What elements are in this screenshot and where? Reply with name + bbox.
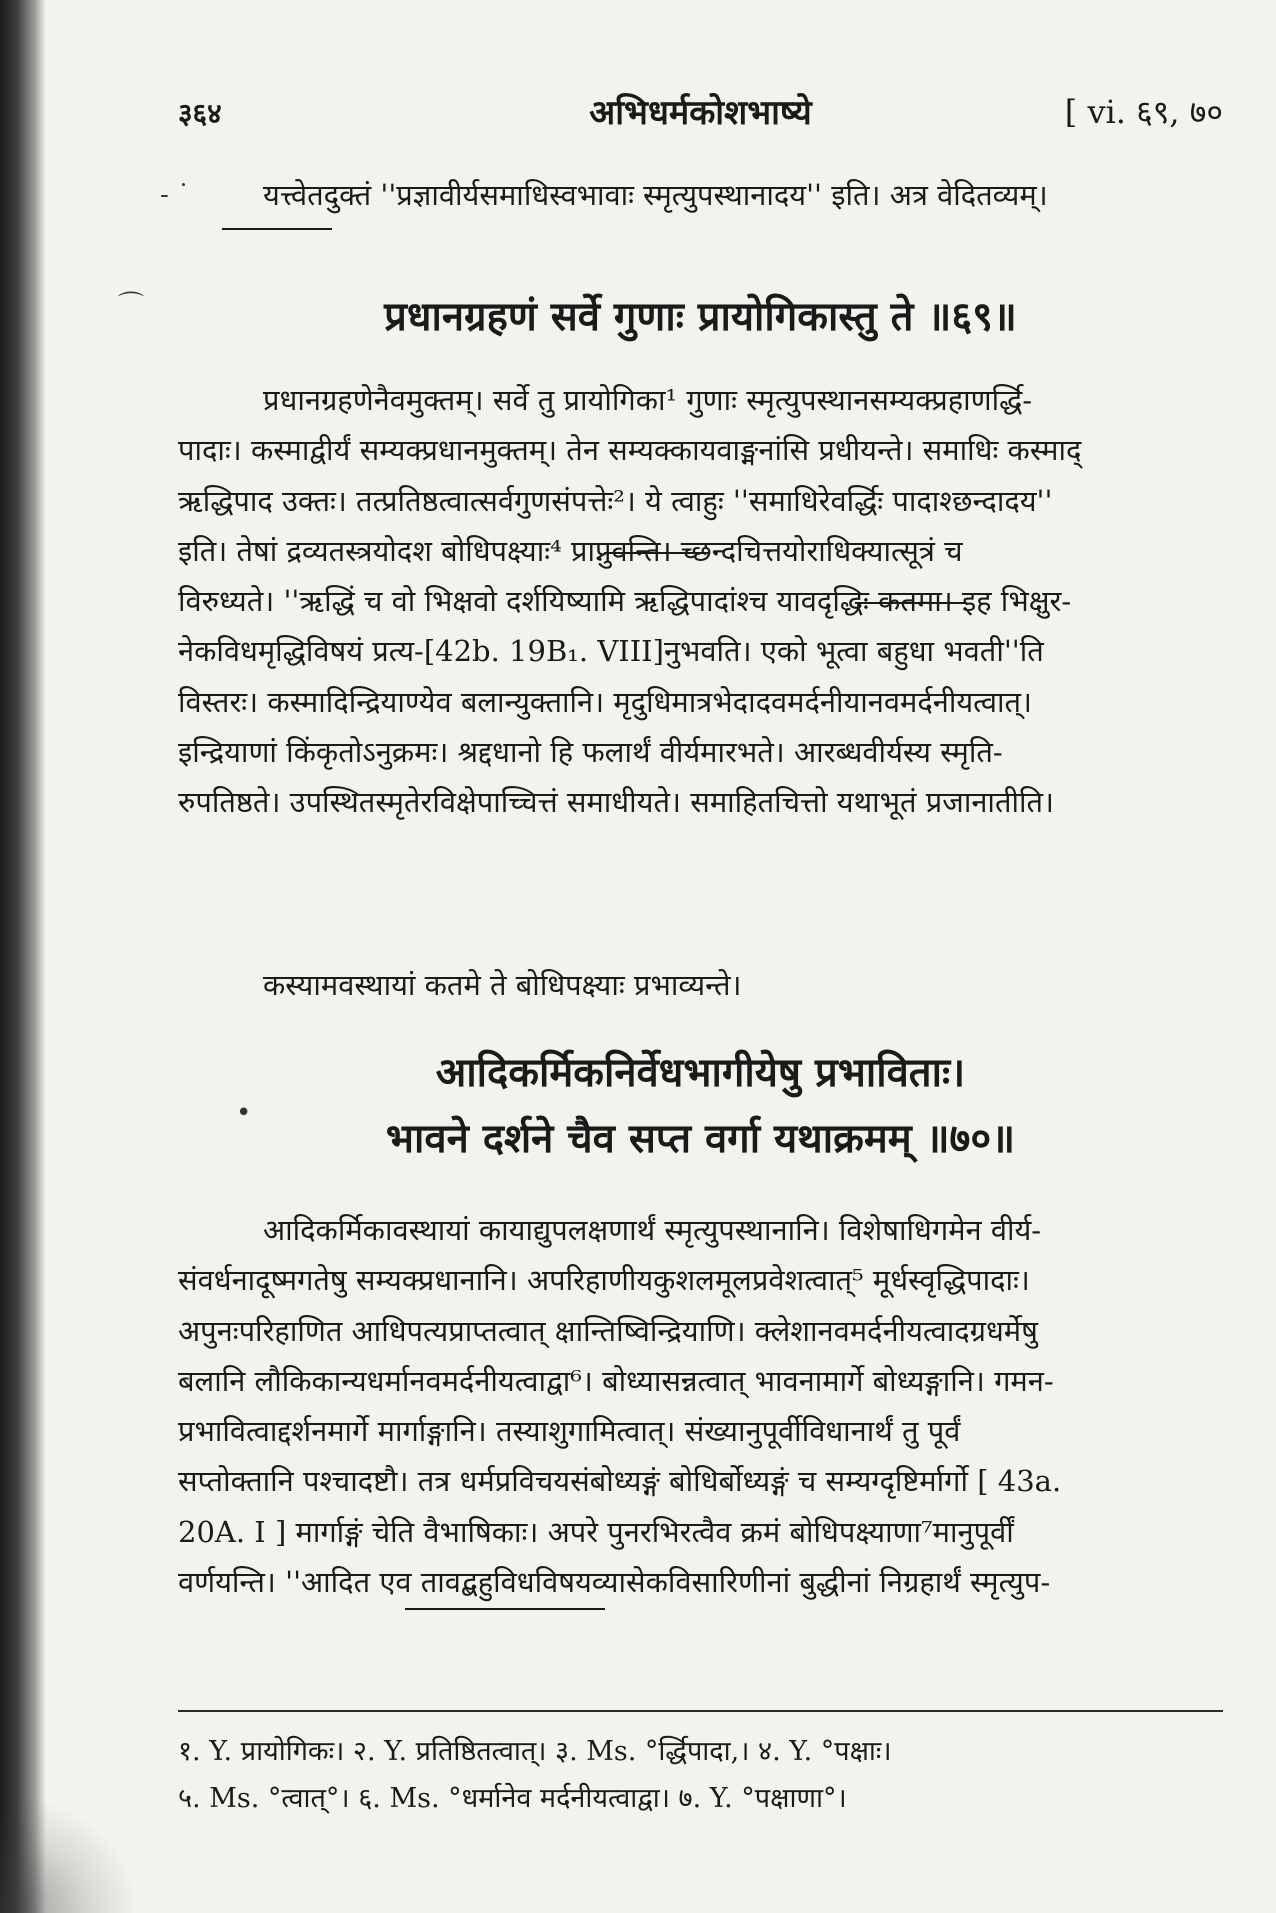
commentary-69: प्रधानग्रहणेनैवमुक्तम्। सर्वे तु प्रायोगिका¹ गुणाः स्मृत्युपस्थानसम्यक्प्रहाणर्द्धि- पादाः। कस्माद्वीर्यं सम्यक्प्रधानमुक्तम्। तेन सम्यक्कायवाङ्मनांसि प्रधीयन्ते। समाधिः कस्माद् ऋद्धिपाद उक्तः। तत्प्रतिष्ठत्वात्सर्वगुणसंपत्तेः²। ये त्वाहुः ''समाधिरेवर्द्धिः पादाश्छन्दादय'' इति। तेषां द्रव्यतस्त्रयोदश बोधिपक्ष्याः⁴ प्राप्नुवन्ति। च्छन्दचित्तयोराधिक्यात्सूत्रं च विरुध्यते। ''ऋद्धिं च वो भिक्षवो दर्शयिष्यामि ऋद्धिपादांश्च यावदृद्धिः कतमा। इह भिक्षुर- नेकविधमृद्धिविषयं प्रत्य-[42b. 19B₁. VIII]नुभवति। एको भूत्वा बहुधा भवती''ति विस्तरः। कस्मादिन्द्रियाण्येव बलान्युक्तानि। मृदुधिमात्रभेदादवमर्दनीयानवमर्दनीयत्वात्। इन्द्रियाणां किंकृतोऽनुक्रमः। श्रद्दधानो हि फलार्थं वीर्यमारभते। आरब्धवीर्यस्य स्मृति- रुपतिष्ठते। उपस्थितस्मृतेरविक्षेपाच्चित्तं समाधीयते। समाहितचित्तो यथाभूतं प्रजानातीति। (178, 383, 1082, 820)
margin-mark: - ˙ (160, 180, 191, 210)
footnote-line-1: १. Y. प्रायोगिकः। २. Y. प्रतिष्ठितत्वात्। ३. Ms. °र्द्धिपादा,। ४. Y. °पक्षाः। (178, 1736, 892, 1767)
page-number: ३६४ (178, 97, 222, 130)
underline (222, 228, 332, 230)
underline (855, 602, 967, 604)
karika-70: आदिकर्मिकनिर्वेधभागीयेषु प्रभाविताः। भावने दर्शने चैव सप्त वर्गा यथाक्रमम् ॥७०॥ (385, 1049, 1016, 1162)
commentary-70: आदिकर्मिकावस्थायां कायाद्युपलक्षणार्थं स्मृत्युपस्थानानि। विशेषाधिगमेन वीर्य- संवर्धनादूष्मगतेषु सम्यक्प्रधानानि। अपरिहाणीयकुशलमूलप्रवेशत्वात्⁵ मूर्धस्वृद्धिपादाः। अपुनःपरिहाणित आधिपत्यप्राप्तत्वात् क्षान्तिष्विन्द्रियाणि। क्लेशानवमर्दनीयत्वादग्रधर्मेषु बलानि लौकिकान्यधर्मानवमर्दनीयत्वाद्वा⁶। बोध्यासन्नत्वात् भावनामार्गे बोध्यङ्गानि। गमन- प्रभावित्वाद्दर्शनमार्गे मार्गाङ्गानि। तस्याशुगामित्वात्। संख्यानुपूर्वीविधानार्थं तु पूर्वं सप्तोक्तानि पश्चादष्टौ। तत्र धर्मप्रविचयसंबोध्यङ्गं बोधिर्बोध्यङ्गं च सम्यग्दृष्टिर्मार्गो [ 43a. 20A. I ] मार्गाङ्गं चेति वैभाषिकाः। अपरे पुनरभिरत्वैव क्रमं बोधिपक्ष्याणा⁷मानुपूर्वीं वर्णयन्ति। ''आदित एव तावद्बहुविधविषयव्यासेकविसारिणीनां बुद्धीनां निग्रहार्थं स्मृत्युप- (178, 1213, 1062, 1600)
karika-69: प्रधानग्रहणं सर्वे गुणाः प्रायोगिकास्तु ते ॥६९॥ (384, 293, 1017, 340)
margin-mark: ⌒ (118, 291, 145, 321)
margin-mark: • (236, 1098, 252, 1128)
page-edge-shadow (0, 0, 46, 1913)
running-title: अभिधर्मकोशभाष्ये (589, 93, 812, 133)
scan-smudge (0, 1793, 140, 1913)
page-header (178, 88, 1223, 138)
question-line: कस्यामवस्थायां कतमे ते बोधिपक्ष्याः प्रभाव्यन्ते। (263, 968, 742, 1002)
footnote-line-2: ५. Ms. °त्वात्°। ६. Ms. °धर्मानेव मर्दनीयत्वाद्वा। ७. Y. °पक्षाणा°। (178, 1783, 847, 1814)
footnote-separator (178, 1710, 1223, 1712)
intro-paragraph: यत्त्वेतदुक्तं ''प्रज्ञावीर्यसमाधिस्वभावाः स्मृत्युपस्थानादय'' इति। अत्र वेदितव्यम्। (263, 178, 1048, 212)
section-reference: [ vi. ६९, ७० (1064, 93, 1223, 131)
underline (405, 1608, 605, 1610)
footnotes (178, 1728, 1223, 1822)
underline (604, 552, 710, 554)
